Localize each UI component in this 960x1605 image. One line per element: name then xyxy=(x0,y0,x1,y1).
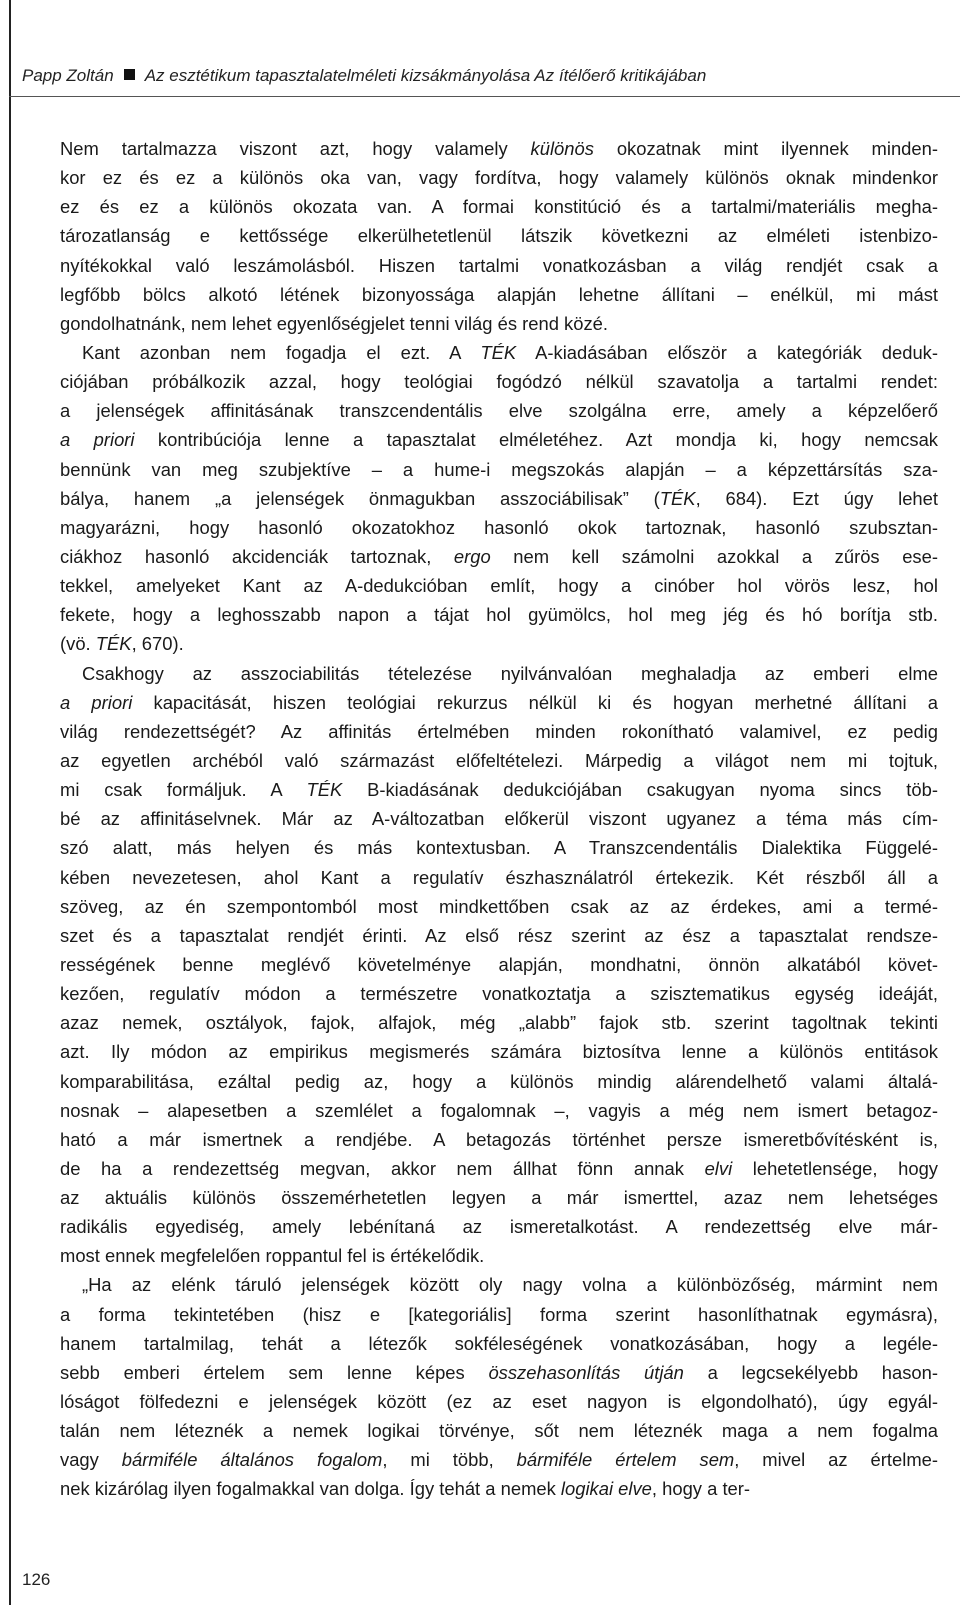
header-divider xyxy=(9,96,960,97)
text-line xyxy=(60,1212,938,1241)
text-segment: világ rendezettségét? Az affinitás értelmében minden rokonítható valamivel, ez pedig xyxy=(60,720,938,742)
body-text xyxy=(60,134,938,1504)
header-title-b: ítélőerő kritikájá xyxy=(558,66,678,85)
italic-text: TÉK xyxy=(95,633,132,655)
text-line xyxy=(60,775,938,804)
text-segment: az egyetlen archéból való származást előfeltételezi. Márpedig a világot nem mi tojtuk, xyxy=(60,749,938,771)
text-segment: bálya, hanem „a jelenségek önmagukban asszociábilisak” ( xyxy=(60,487,660,509)
text-line xyxy=(60,542,938,571)
text-segment: de ha a rendezettség megvan, akkor nem állhat fönn annak xyxy=(60,1157,705,1179)
text-segment: szó alatt, más helyen és más kontextusban. A Transzcendentális Dialektika Függelé- xyxy=(60,837,938,859)
italic-text: logikai elve xyxy=(560,1478,652,1500)
text-line xyxy=(60,484,938,513)
header-author: Papp Zoltán xyxy=(22,66,114,85)
text-segment: nosnak – alapesetben a szemlélet a fogalomnak –, vagyis a még nem ismert betagoz- xyxy=(60,1099,938,1121)
italic-text: bármiféle értelem sem xyxy=(516,1449,735,1471)
text-line xyxy=(60,425,938,454)
italic-text: bármiféle általános fogalom xyxy=(121,1449,383,1471)
page-number: 126 xyxy=(22,1570,51,1589)
text-segment: legfőbb bölcs alkotó létének bizonyossága alapján lehetne állítani – enélkül, mi mást xyxy=(60,283,938,305)
text-segment: hanem tartalmilag, tehát a létezők sokféleségének vonatkozásában, hogy a legéle- xyxy=(60,1332,938,1354)
text-line xyxy=(60,367,938,396)
text-line xyxy=(60,1037,938,1066)
text-line xyxy=(60,1154,938,1183)
text-line xyxy=(60,134,938,163)
text-segment: magyarázni, hogy hasonló okozatokhoz hasonló okok tartoznak, hasonló szubsztan- xyxy=(60,516,938,538)
text-segment: ciójában próbálkozik azzal, hogy teológiai fogódzó nélkül szavatolja a tartalmi rendet: xyxy=(60,371,938,393)
text-segment: okozatnak mint ilyennek minden- xyxy=(593,138,938,159)
text-line xyxy=(60,629,938,658)
text-line xyxy=(60,1445,938,1474)
text-segment: talán nem léteznék a nemek logikai törvénye, sőt nem léteznék maga a nem fogalma xyxy=(60,1420,938,1442)
text-segment: , 670). xyxy=(131,633,184,655)
text-segment: sebb emberi értelem sem lenne képes xyxy=(60,1361,489,1383)
text-line xyxy=(60,833,938,862)
text-segment: B-kiadásának dedukciójában csakugyan nyoma sincs töb- xyxy=(342,779,938,801)
text-line xyxy=(60,600,938,629)
text-line xyxy=(60,1387,938,1416)
text-segment: ható a már ismertnek a rendjébe. A betagozás történhet persze ismeretbővítésként is, xyxy=(60,1128,938,1150)
text-line xyxy=(60,804,938,833)
text-segment: lóságot fölfedezni e jelenségek között (ez az eset nagyon is elgondolható), úgy egyál- xyxy=(60,1391,938,1413)
text-segment: kor ez és ez a különös oka van, vagy fordítva, hogy valamely különös oknak mindenkor xyxy=(60,167,938,189)
text-segment: , hogy a ter- xyxy=(651,1478,751,1500)
text-line xyxy=(60,455,938,484)
text-segment: A-kiadásában először a kategóriák deduk- xyxy=(516,341,938,363)
text-line xyxy=(60,1008,938,1037)
text-segment: az aktuális különös összemérhetetlen legyen a már ismerttel, azaz nem lehetséges xyxy=(60,1187,938,1209)
running-header xyxy=(22,66,706,86)
text-segment: ez és ez a különös okozata van. A formai konstitúció és a tartalmi/materiális megha- xyxy=(60,196,938,218)
text-segment: radikális egyediség, amely lebénítaná az ismeretalkotást. A rendezettség elve már- xyxy=(60,1216,938,1238)
text-segment: komparabilitása, ezáltal pedig az, hogy a különös mindig alárendelhető valami általá- xyxy=(60,1070,938,1092)
text-segment: , 684). Ezt úgy lehet xyxy=(695,487,938,509)
text-segment: a jelenségek affinitásának transzcendentális elve szolgálna erre, amely a képzelőerő xyxy=(60,400,938,422)
square-bullet-icon xyxy=(124,69,135,80)
text-segment: ciákhoz hasonló akcidenciák tartoznak, xyxy=(60,545,454,567)
text-segment: kezően, regulatív módon a természetre vonatkoztatja a szisztematikus egység ideáját, xyxy=(60,983,938,1005)
text-line xyxy=(60,1416,938,1445)
text-line xyxy=(60,396,938,425)
text-line xyxy=(60,1270,938,1299)
text-line xyxy=(60,192,938,221)
italic-text: TÉK xyxy=(480,341,517,363)
text-segment: gondolhatnánk, nem lehet egyenlőségjelet tenni világ és rend közé. xyxy=(60,312,609,334)
text-line xyxy=(60,1329,938,1358)
text-segment: a forma tekintetében (hisz e [kategoriális] forma szerint hasonlíthatnak egymásra), xyxy=(60,1303,938,1325)
text-line xyxy=(60,1067,938,1096)
italic-text: ergo xyxy=(453,545,491,567)
italic-text: összehasonlítás útján xyxy=(488,1361,684,1383)
text-segment: rességének benne meglévő követelménye alapján, mondhatni, önnön alkatából követ- xyxy=(60,953,938,975)
text-line xyxy=(60,1474,938,1503)
text-line xyxy=(60,1125,938,1154)
text-line xyxy=(60,921,938,950)
left-margin-rule xyxy=(9,0,11,1605)
italic-text: különös xyxy=(530,138,594,159)
text-segment: azt. Ily módon az empirikus megismerés számára biztosítva lenne a különös entitások xyxy=(60,1041,938,1063)
text-line xyxy=(60,979,938,1008)
text-segment: nyítékokkal való leszámolásból. Hiszen tartalmi vonatkozásban a világ rendjét csak a xyxy=(60,254,938,276)
header-title-c: ban xyxy=(677,66,707,85)
text-line xyxy=(60,251,938,280)
text-segment: nem kell számolni azokkal a zűrös ese- xyxy=(490,545,938,567)
text-segment: „Ha az elénk táruló jelenségek között oly nagy volna a különbözőség, mármint nem xyxy=(82,1274,938,1296)
text-line xyxy=(60,513,938,542)
text-segment: (vö. xyxy=(60,633,96,655)
text-line xyxy=(60,221,938,250)
text-line xyxy=(60,1241,938,1270)
text-segment: kapacitását, hiszen teológiai rekurzus nélkül ki és hogyan merhetné állítani a xyxy=(132,691,939,713)
italic-text: a priori xyxy=(60,429,135,451)
italic-text: TÉK xyxy=(306,779,343,801)
header-title-a: Az esztétikum tapasztalatelméleti kizsákmányolása Az xyxy=(144,66,559,85)
text-line xyxy=(60,571,938,600)
text-segment: nek kizárólag ilyen fogalmakkal van dolga. Így tehát a nemek xyxy=(60,1478,561,1500)
text-segment: most ennek megfelelően roppantul fel is értékelődik. xyxy=(60,1245,485,1267)
text-line xyxy=(60,659,938,688)
italic-text: TÉK xyxy=(659,487,696,509)
text-segment: azaz nemek, osztályok, fajok, alfajok, még „alabb” fajok stb. szerint tagoltnak tekinti xyxy=(60,1012,938,1034)
italic-text: elvi xyxy=(704,1157,733,1179)
text-segment: Csakhogy az asszociabilitás tételezése nyilvánvalóan meghaladja az emberi elme xyxy=(82,662,938,684)
text-line xyxy=(60,950,938,979)
italic-text: a priori xyxy=(60,691,133,713)
text-segment: tározatlanság e kettőssége elkerülhetetlenül látszik következni az elméleti istenbizo- xyxy=(60,225,938,247)
text-line xyxy=(60,892,938,921)
text-line xyxy=(60,280,938,309)
text-line xyxy=(60,163,938,192)
text-line xyxy=(60,717,938,746)
text-segment: kében nevezetesen, ahol Kant a regulatív észhasználatról értekezik. Két részből áll a xyxy=(60,866,938,888)
text-segment: szet és a tapasztalat rendjét érinti. Az első rész szerint az ész a tapasztalat rendsze- xyxy=(60,924,938,946)
text-segment: fekete, hogy a leghosszabb napon a tájat hol gyümölcs, hol meg jég és hó borítja stb. xyxy=(60,604,938,626)
text-segment: szöveg, az én szempontomból most mindkettőben csak az az érdekes, ami a termé- xyxy=(60,895,938,917)
text-segment: , mivel az értelme- xyxy=(734,1449,938,1471)
text-segment: kontribúciója lenne a tapasztalat elméletéhez. Azt mondja ki, hogy nemcsak xyxy=(134,429,938,451)
text-segment: lehetetlensége, hogy xyxy=(732,1157,938,1179)
text-segment: Kant azonban nem fogadja el ezt. A xyxy=(82,341,481,363)
text-segment: bé az affinitáselvnek. Már az A-változatban előkerül viszont ugyanez a téma más cím- xyxy=(60,808,938,830)
text-line xyxy=(60,1183,938,1212)
text-segment: , mi több, xyxy=(382,1449,517,1471)
text-segment: vagy xyxy=(60,1449,122,1471)
text-line xyxy=(60,1300,938,1329)
text-segment: mi csak formáljuk. A xyxy=(60,779,307,801)
text-line xyxy=(60,746,938,775)
text-line xyxy=(60,863,938,892)
text-line xyxy=(60,1358,938,1387)
text-line xyxy=(60,688,938,717)
text-line xyxy=(60,309,938,338)
text-segment: Nem tartalmazza viszont azt, hogy valamely xyxy=(60,138,531,159)
text-segment: a legcsekélyebb hason- xyxy=(683,1361,939,1383)
text-segment: bennünk van meg szubjektíve – a hume-i megszokás alapján – a képzettársítás sza- xyxy=(60,458,938,480)
text-segment: tekkel, amelyeket Kant az A-dedukcióban említ, hogy a cinóber hol vörös lesz, hol xyxy=(60,575,938,597)
text-line xyxy=(60,338,938,367)
text-line xyxy=(60,1096,938,1125)
